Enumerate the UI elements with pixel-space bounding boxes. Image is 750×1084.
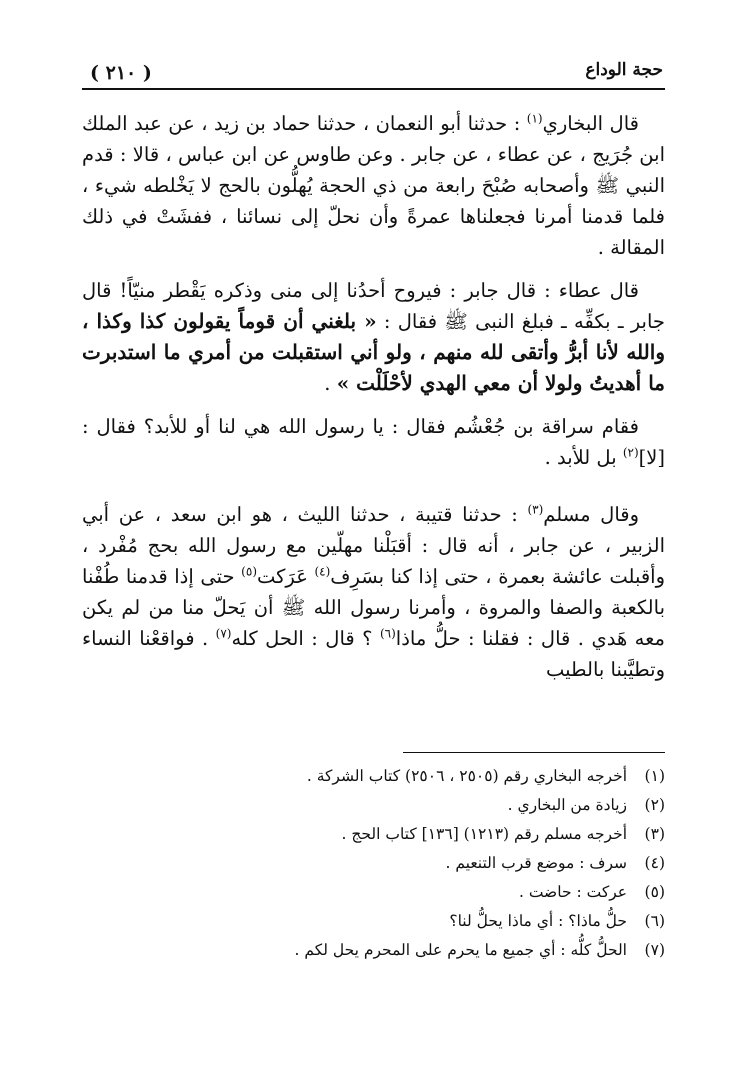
hadith-quote: « بلغني أن قوماً يقولون كذا وكذا ، والله لأنا أبرُّ وأتقى لله منهم ، ولو أني استقبلت من أمري ما استدبرت ما أهديتُ ولولا أن معي الهدي لأحْلَلْت » (82, 309, 665, 395)
footnote-ref: (٧) (215, 626, 232, 641)
footnote-item: (١) أخرجه البخاري رقم (٢٥٠٥ ، ٢٥٠٦) كتاب الشركة . (306, 767, 665, 785)
paragraph-bukhari: قال البخاري$^{(١)}$ : حدثنا أبو النعمان ، حدثنا حماد بن زيد ، عن عبد الملك ابن جُرَيج ، عن عطاء ، عن جابر . وعن طاوس عن ابن عباس ، قالا : قدم النبي ﷺ وأصحابه صُبْحَ رابعة من ذي الحجة يُهلُّون بالحج لا يَخْلطه شيء ، فلما قدمنا أمرنا فجعلناها عمرةً وأن نحلّ إلى نسائنا ، ففشَتْ في ذلك المقالة . (82, 111, 665, 259)
footnote-item: (٦) حلُّ ماذا؟ : أي ماذا يحلُّ لنا؟ (449, 912, 665, 930)
footnote-ref: (١) (526, 111, 543, 126)
footnote-item: (٢) زيادة من البخاري . (507, 796, 665, 814)
footnote-item: (٥) عركت : حاضت . (518, 883, 665, 901)
paragraph-suraqa: فقام سراقة بن جُعْشُم فقال : يا رسول الله هي لنا أو للأبد؟ فقال : [لا]$^{(٢)}$ بل للأبد . (82, 415, 665, 469)
page-header (82, 58, 665, 90)
footnote-ref: (٣) (527, 502, 544, 517)
paragraph-muslim: وقال مسلم$^{(٣)}$ : حدثنا قتيبة ، حدثنا الليث ، هو ابن سعد ، عن أبي الزبير ، عن جابر ، أنه قال : أقبَلْنا مهلّين مع رسول الله بحج مُفْرد ، وأقبلت عائشة بعمرة ، حتى إذا كنا بسَرِف$^{(٤)}$ عَرَكت$^{(٥)}$ حتى إذا قدمنا طُفْنا بالكعبة والصفا والمروة ، وأمرنا رسول الله ﷺ أن يَحلّ منا من لم يكن معه هَدي . قال : فقلنا : حلُّ ماذا$^{(٦)}$ ؟ قال : الحل كله$^{(٧)}$ . فواقعْنا النساء وتطيَّبنا بالطيب (82, 502, 665, 681)
footnote-ref: (٥) (241, 564, 257, 579)
footnote-ref: (٦) (379, 626, 396, 641)
page-number: ( ٢١٠ ) (90, 62, 152, 84)
footnotes (82, 762, 665, 965)
footnote-divider (403, 752, 665, 753)
paragraph-ata: قال عطاء : قال جابر : فيروح أحدُنا إلى منى وذكره يَقْطر منيّاً! قال جابر ـ بكفِّه ـ فبلغ النبى ﷺ فقال : « بلغني أن قوماً يقولون كذا وكذا ، والله لأنا أبرُّ وأتقى لله منهم ، ولو أني استقبلت من أمري ما استدبرت ما أهديتُ ولولا أن معي الهدي لأحْلَلْت » . (82, 279, 665, 395)
footnote-ref: (٤) (314, 564, 331, 579)
book-title: حجة الوداع (585, 60, 663, 80)
footnote-item: (٤) سرف : موضع قرب التنعيم . (445, 854, 665, 872)
footnote-item: (٧) الحلُّ كلُّه : أي جميع ما يحرم على المحرم يحل لكم . (294, 941, 665, 959)
main-text (82, 108, 665, 697)
footnote-ref: (٢) (622, 445, 639, 460)
footnote-item: (٣) أخرجه مسلم رقم (١٢١٣) [١٣٦] كتاب الحج . (341, 825, 665, 843)
